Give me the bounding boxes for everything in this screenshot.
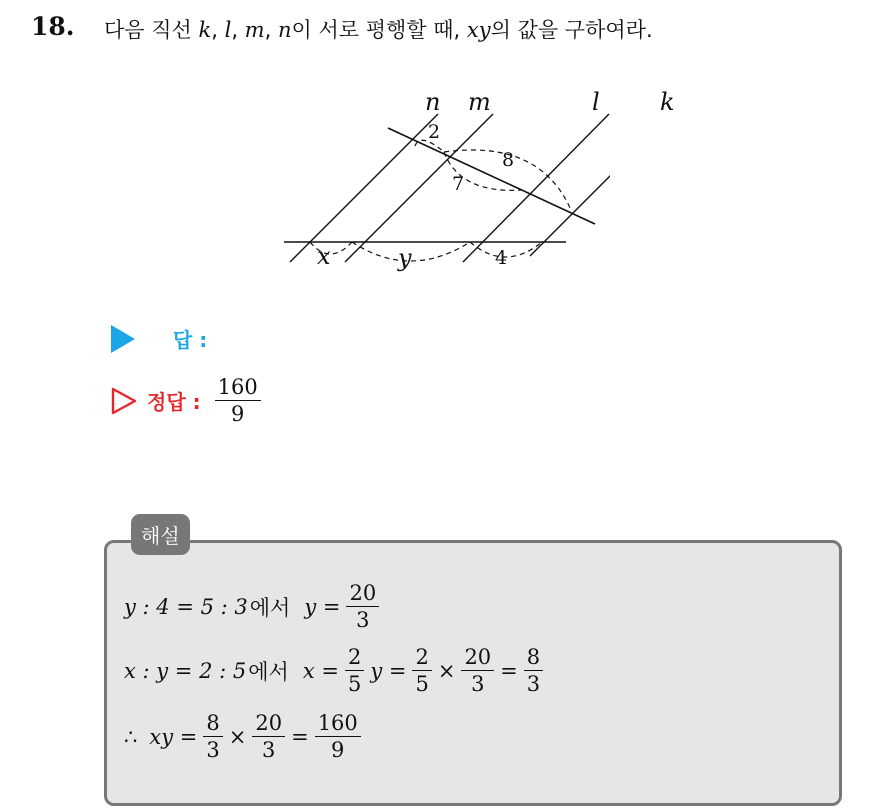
fraction: $\frac{20}{3}$ bbox=[252, 712, 285, 761]
correct-label: 정답 : bbox=[147, 390, 201, 415]
play-triangle-icon bbox=[111, 325, 135, 353]
question-number: 18. bbox=[31, 12, 75, 41]
answer-label: 답 : bbox=[173, 328, 208, 352]
fraction: $\frac{20}{3}$ bbox=[346, 582, 379, 631]
upper-transversal bbox=[388, 128, 595, 224]
parallel-lines-figure bbox=[270, 84, 610, 274]
answer-row bbox=[111, 324, 207, 353]
fraction: $\frac{2}{5}$ bbox=[412, 646, 431, 695]
outline-triangle-icon bbox=[111, 387, 137, 415]
fraction: $\frac{160}{9}$ bbox=[315, 712, 361, 761]
label-y: y bbox=[398, 244, 412, 272]
explanation-line-2: x : y = 2 : 5 에서 x = $\frac{2}{5}$ y = $\frac{2}{5}$ × $\frac{20}{3}$ = $\frac{8}{3}$ bbox=[124, 646, 543, 695]
line-k-extension bbox=[652, 84, 692, 194]
label-4: 4 bbox=[495, 247, 508, 269]
label-8: 8 bbox=[502, 149, 515, 171]
fraction: $\frac{2}{5}$ bbox=[345, 646, 364, 695]
label-m: m bbox=[468, 88, 491, 116]
label-k-top: k bbox=[660, 88, 675, 116]
line-k bbox=[530, 116, 610, 256]
label-2: 2 bbox=[428, 121, 441, 143]
question-text: 다음 직선 k, l, m, n이 서로 평행할 때, xy의 값을 구하여라. bbox=[104, 18, 653, 42]
fraction: $\frac{20}{3}$ bbox=[461, 646, 494, 695]
label-x: x bbox=[317, 242, 331, 270]
explanation-tag: 해설 bbox=[131, 514, 190, 555]
fraction: $\frac{8}{3}$ bbox=[203, 712, 222, 761]
label-7: 7 bbox=[452, 173, 465, 195]
fraction: $\frac{8}{3}$ bbox=[524, 646, 543, 695]
label-l: l bbox=[592, 88, 600, 116]
correct-answer-row bbox=[111, 376, 261, 425]
explanation-line-3: ∴ xy = $\frac{8}{3}$ × $\frac{20}{3}$ = $\frac{160}{9}$ bbox=[124, 712, 361, 761]
explanation-line-1: y : 4 = 5 : 3 에서 y = $\frac{20}{3}$ bbox=[124, 582, 379, 631]
line-n bbox=[290, 114, 441, 262]
label-n: n bbox=[425, 88, 441, 116]
line-m bbox=[345, 114, 493, 262]
correct-fraction: $\frac{160}{9}$ bbox=[215, 376, 261, 425]
line-l bbox=[463, 114, 609, 262]
